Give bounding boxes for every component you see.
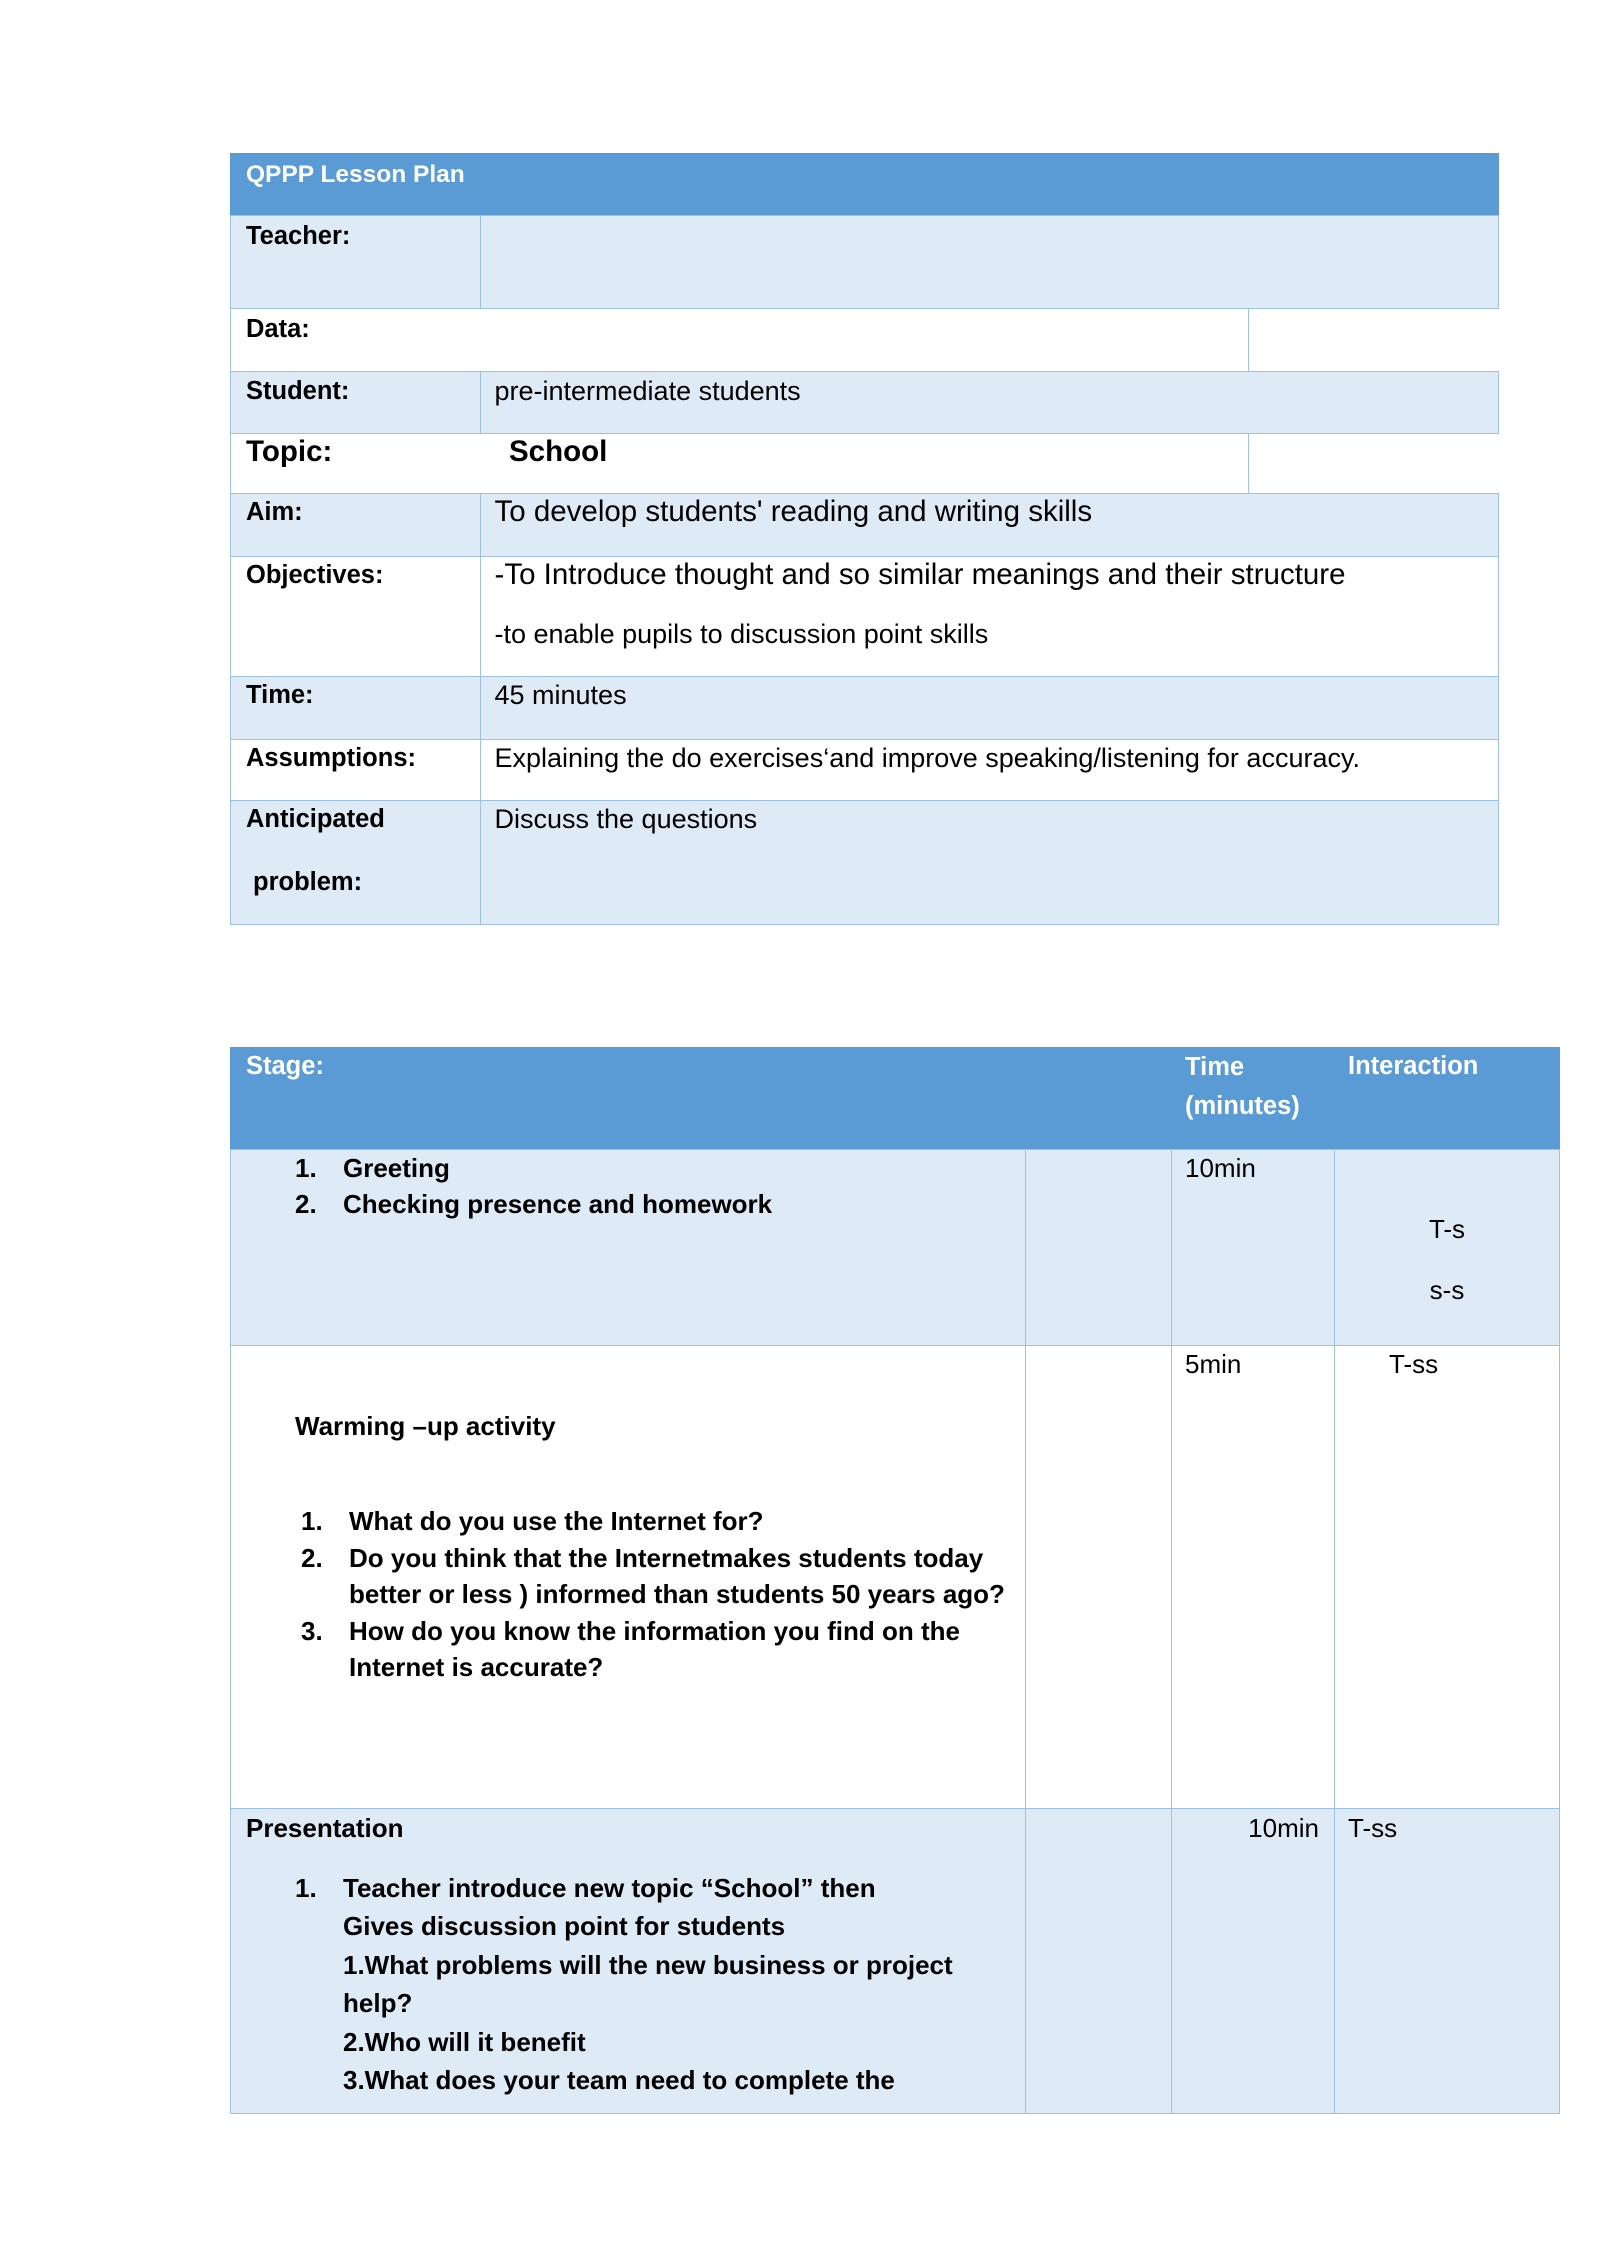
list-item-line: Gives discussion point for students — [343, 1911, 786, 1942]
list-item — [295, 1150, 772, 1186]
list-item — [295, 1869, 953, 2100]
data-cell — [230, 308, 1249, 372]
interaction-cell — [1334, 1149, 1560, 1346]
list-item — [301, 1540, 1005, 1613]
list-item-line: Internet is accurate? — [349, 1651, 604, 1682]
interaction-cell — [1334, 1808, 1560, 2114]
assumptions-value: Explaining the do exercises‘and improve speaking/listening for accuracy. — [494, 743, 1360, 773]
stage-header-cell — [230, 1047, 1172, 1150]
presentation-list — [295, 1869, 953, 2100]
student-label-cell — [230, 371, 481, 434]
list-item — [295, 1186, 772, 1222]
stage-time: 10min — [1248, 1813, 1319, 1843]
stage-interaction: s-s — [1429, 1275, 1465, 1305]
anticipated-problem-label-cell — [230, 800, 481, 925]
list-item-line: 1.What problems will the new business or project — [343, 1949, 953, 1980]
assumptions-label: Assumptions: — [246, 744, 417, 772]
time-header: Time (minutes) — [1185, 1053, 1300, 1120]
time-label: Time: — [246, 681, 314, 709]
stage-interaction: T-ss — [1389, 1349, 1439, 1379]
greeting-list — [295, 1150, 772, 1222]
warmup-questions-list — [301, 1503, 1005, 1685]
stage-cell — [230, 1149, 1026, 1346]
stage-time: 5min — [1185, 1349, 1242, 1379]
list-item-number: 1. — [301, 1506, 323, 1537]
lesson-plan-title-cell — [230, 153, 1499, 216]
student-value: pre-intermediate students — [494, 376, 801, 406]
stage-cell — [230, 1345, 1026, 1809]
list-item-line: What do you use the Internet for? — [349, 1506, 764, 1537]
anticipated-problem-value: Discuss the questions — [494, 804, 758, 834]
time-label-cell — [230, 676, 481, 740]
list-item-number: 1. — [295, 1872, 317, 1903]
list-item-line: Greeting — [343, 1153, 450, 1183]
list-item-line: Checking presence and homework — [343, 1189, 773, 1219]
anticipated-problem-label-line: Anticipated — [246, 805, 385, 833]
list-item-number: 2. — [295, 1189, 317, 1219]
aim-value: To develop students' reading and writing skills — [494, 495, 1093, 528]
objectives-label: Objectives: — [246, 560, 384, 589]
stage-time: 10min — [1185, 1153, 1256, 1183]
data-label: Data: — [246, 314, 310, 343]
time-cell — [1171, 1345, 1335, 1809]
list-item — [301, 1613, 1005, 1686]
list-item-line: better or less ) informed than students 50 years ago? — [349, 1579, 1005, 1610]
teacher-label-cell — [230, 215, 481, 309]
list-item-text — [343, 1150, 450, 1186]
time-header-cell — [1171, 1047, 1335, 1150]
list-item-line: 2.Who will it benefit — [343, 2026, 586, 2057]
stage-header: Stage: — [246, 1052, 324, 1080]
list-item-text — [343, 1186, 772, 1222]
list-item-text — [349, 1503, 764, 1539]
list-item-line: Teacher introduce new topic “School” then — [343, 1872, 876, 1903]
stage-interaction: T-ss — [1348, 1813, 1398, 1843]
list-item-line: Do you think that the Internetmakes students today — [349, 1542, 984, 1573]
aim-label-cell — [230, 493, 481, 557]
interaction-cell — [1334, 1345, 1560, 1809]
lesson-plan-title: QPPP Lesson Plan — [246, 160, 465, 188]
stage-title: Presentation — [246, 1813, 404, 1843]
topic-label: Topic: — [246, 435, 333, 468]
blank-cell — [1025, 1345, 1172, 1809]
objectives-label-cell — [230, 556, 481, 677]
list-item-number: 1. — [295, 1153, 317, 1183]
aim-value-cell — [480, 493, 1499, 557]
teacher-label: Teacher: — [246, 221, 351, 250]
list-item-text — [343, 1869, 953, 2100]
list-item-text — [349, 1540, 1005, 1613]
time-value-cell — [480, 676, 1499, 740]
assumptions-value-cell — [480, 739, 1499, 801]
time-value: 45 minutes — [494, 680, 627, 710]
list-item-line: How do you know the information you find on the — [349, 1615, 960, 1646]
time-cell — [1171, 1808, 1335, 2114]
objective-line: -To Introduce thought and so similar meanings and their structure — [494, 557, 1346, 591]
blank-cell — [1025, 1808, 1172, 2114]
blank-cell — [1025, 1149, 1172, 1346]
list-item-line: 3.What does your team need to complete the — [343, 2065, 895, 2096]
interaction-header: Interaction — [1348, 1052, 1479, 1080]
assumptions-label-cell — [230, 739, 481, 801]
interaction-header-cell — [1334, 1047, 1560, 1150]
list-item-number: 2. — [301, 1542, 323, 1573]
list-item-number: 3. — [301, 1615, 323, 1646]
stage-interaction: T-s — [1428, 1214, 1466, 1244]
list-item — [301, 1503, 1005, 1539]
student-value-cell — [480, 371, 1499, 434]
stage-title: Warming –up activity — [295, 1410, 556, 1441]
stage-cell — [230, 1808, 1026, 2114]
topic-value: School — [509, 435, 608, 468]
objectives-value-cell — [480, 556, 1499, 677]
list-item-line: help? — [343, 1988, 413, 2019]
objective-line: -to enable pupils to discussion point skills — [494, 619, 989, 649]
topic-cell — [230, 433, 1249, 494]
aim-label: Aim: — [246, 498, 303, 526]
anticipated-problem-label-line: problem: — [253, 867, 363, 896]
anticipated-problem-value-cell — [480, 800, 1499, 925]
time-cell — [1171, 1149, 1335, 1346]
teacher-value-cell — [480, 215, 1499, 309]
student-label: Student: — [246, 377, 350, 405]
list-item-text — [349, 1613, 960, 1686]
